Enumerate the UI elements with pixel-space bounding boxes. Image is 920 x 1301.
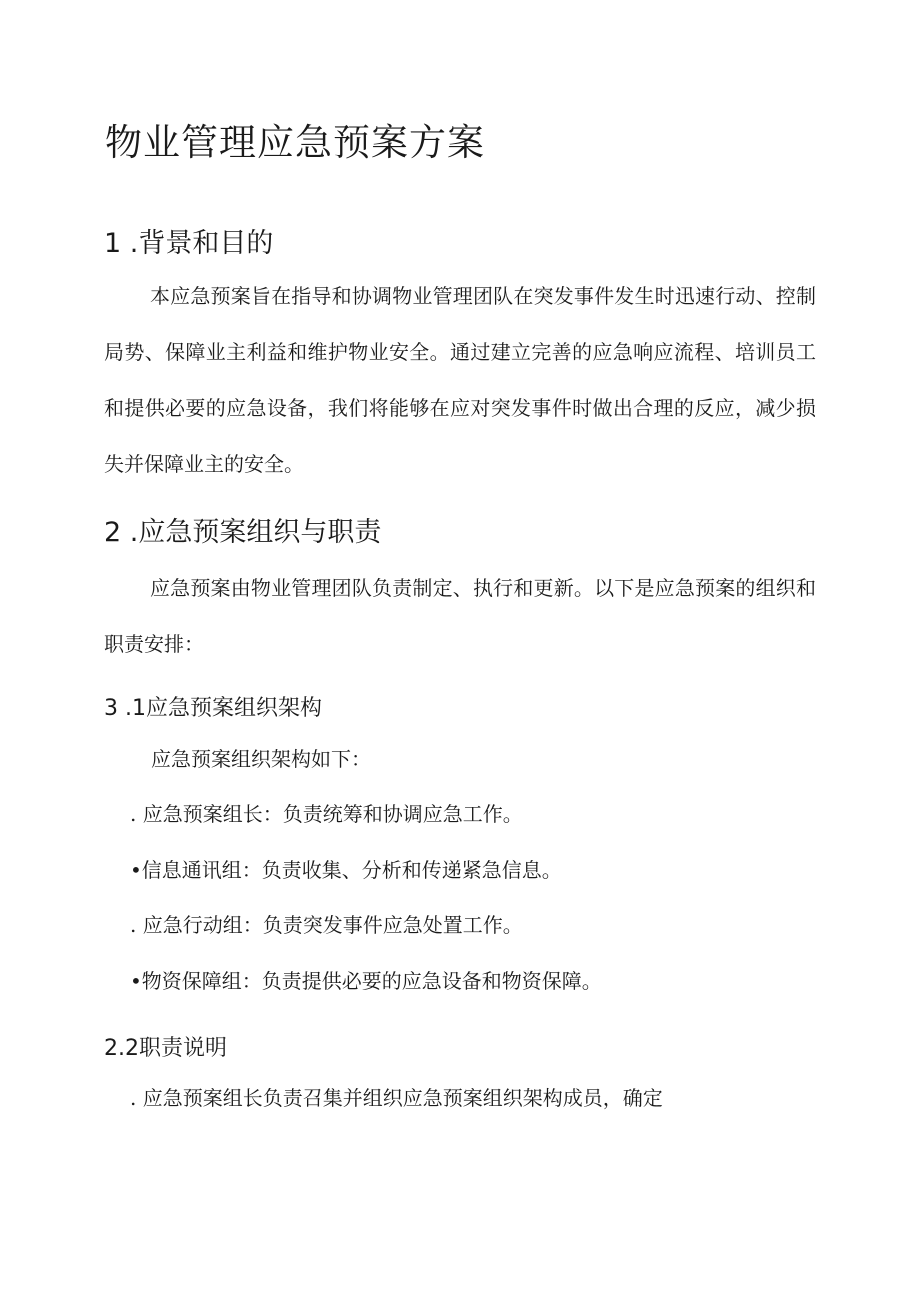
list-item: •信息通讯组：负责收集、分析和传递紧急信息。 — [130, 858, 562, 882]
list-item: . 应急行动组：负责突发事件应急处置工作。 — [130, 913, 523, 937]
list-item: •物资保障组：负责提供必要的应急设备和物资保障。 — [130, 969, 602, 993]
section-paragraph-organization: 应急预案由物业管理团队负责制定、执行和更新。以下是应急预案的组织和职责安排： — [104, 576, 816, 656]
subsection-heading-structure: 3 .1应急预案组织架构 — [104, 696, 322, 721]
document-title: 物业管理应急预案方案 — [105, 121, 485, 164]
section-heading-organization: 2 .应急预案组织与职责 — [104, 517, 382, 548]
subsection-heading-duties: 2.2职责说明 — [104, 1036, 227, 1061]
section-heading-background: 1 .背景和目的 — [104, 228, 274, 259]
list-item: . 应急预案组长：负责统筹和协调应急工作。 — [130, 802, 523, 826]
subsection-intro: 应急预案组织架构如下： — [151, 747, 371, 771]
section-paragraph-background: 本应急预案旨在指导和协调物业管理团队在突发事件发生时迅速行动、控制局势、保障业主利益和维护物业安全。通过建立完善的应急响应流程、培训员工和提供必要的应急设备，我们将能够在应对突发事件时做出合理的反应，减少损失并保障业主的安全。 — [104, 284, 816, 476]
duties-line: . 应急预案组长负责召集并组织应急预案组织架构成员，确定 — [130, 1086, 663, 1110]
